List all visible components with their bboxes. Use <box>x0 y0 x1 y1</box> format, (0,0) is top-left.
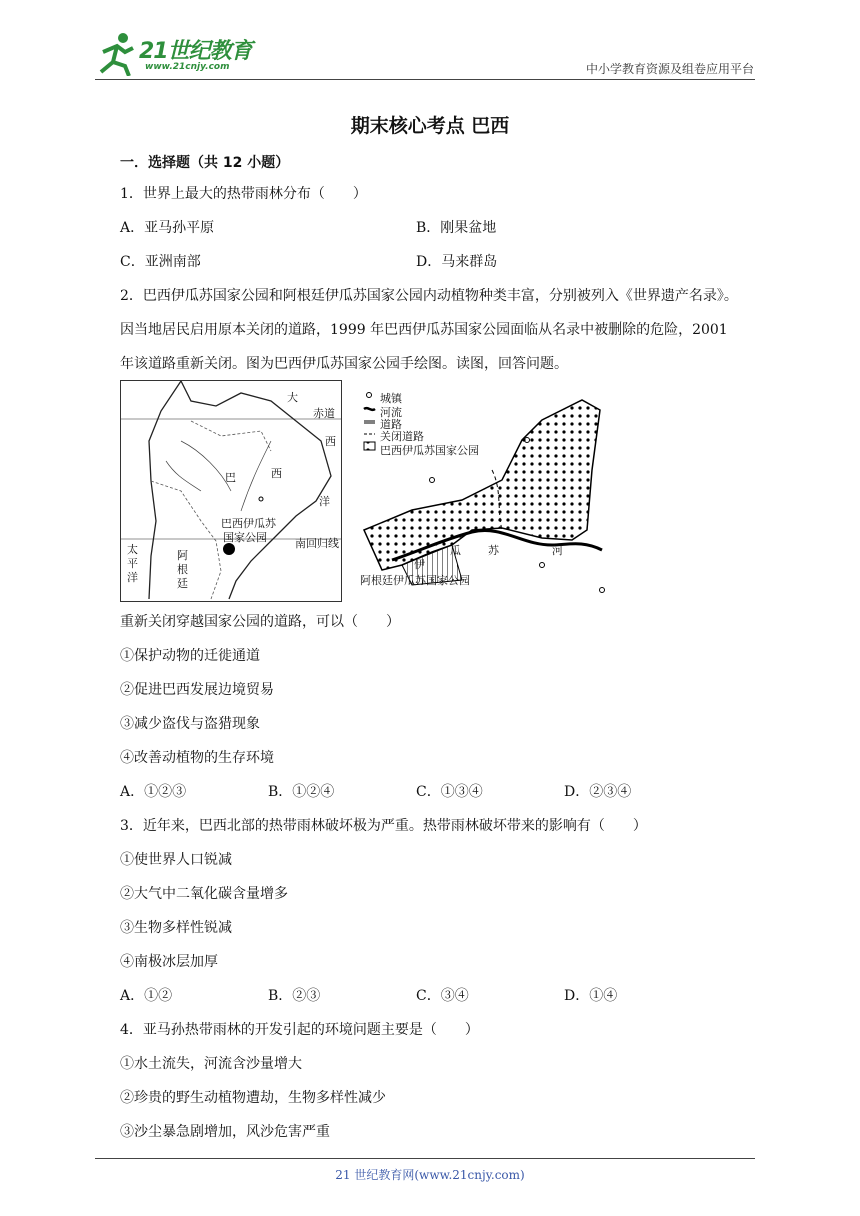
legend-park: 巴西伊瓜苏国家公园 <box>380 444 479 457</box>
q1-option-a[interactable]: A．亚马孙平原 <box>120 220 215 236</box>
south-america-outline <box>121 381 341 601</box>
q3-item-2: ②大气中二氧化碳含量增多 <box>120 886 288 902</box>
legend-closed-road: 关闭道路 <box>380 430 424 443</box>
q3-item-1: ①使世界人口锐减 <box>120 852 232 868</box>
runner-logo-icon <box>95 30 139 76</box>
legend-town: 城镇 <box>380 392 402 405</box>
logo-url-text: www.21cnjy.com <box>145 62 230 72</box>
q2-option-b[interactable]: B．①②④ <box>268 784 335 800</box>
map-label: 廷 <box>177 577 188 590</box>
question-2-stem-line-1: 2．巴西伊瓜苏国家公园和阿根廷伊瓜苏国家公园内动植物种类丰富，分别被列入《世界遗产名录》。 <box>120 288 738 304</box>
q3-item-3: ③生物多样性锐减 <box>120 920 232 936</box>
map-label-park: 国家公园 <box>223 531 267 544</box>
logo-brand-text: 21世纪教育 <box>139 39 252 64</box>
q4-item-2: ②珍贵的野生动植物遭劫，生物多样性减少 <box>120 1090 386 1106</box>
map-label-tropic: 南回归线 <box>295 537 339 550</box>
map-label: 西 <box>271 467 282 480</box>
map-label-equator: 赤道 <box>313 407 335 420</box>
map-label: 大 <box>287 391 298 404</box>
header-platform-text: 中小学教育资源及组卷应用平台 <box>585 62 754 76</box>
q2-item-1: ①保护动物的迁徙通道 <box>120 648 260 664</box>
map-label: 太 <box>127 543 138 556</box>
map-label: 巴 <box>225 471 236 484</box>
map-label: 洋 <box>319 495 330 508</box>
q2-option-a[interactable]: A．①②③ <box>120 784 187 800</box>
map-label: 瓜 <box>450 544 461 557</box>
map-label: 苏 <box>488 544 499 557</box>
header-divider <box>95 79 755 80</box>
question-2-sub-stem: 重新关闭穿越国家公园的道路，可以（ ） <box>120 614 400 630</box>
question-4-stem: 4．亚马孙热带雨林的开发引起的环境问题主要是（ ） <box>120 1022 479 1038</box>
iguazu-park-sketch-map <box>352 380 610 600</box>
q1-option-c[interactable]: C．亚洲南部 <box>120 254 201 270</box>
footer-divider <box>95 1158 755 1159</box>
question-3-stem: 3．近年来，巴西北部的热带雨林破坏极为严重。热带雨林破坏带来的影响有（ ） <box>120 818 647 834</box>
page-title: 期末核心考点 巴西 <box>350 115 510 137</box>
q2-item-4: ④改善动植物的生存环境 <box>120 750 274 766</box>
q3-option-c[interactable]: C．③④ <box>416 988 469 1004</box>
map-label: 根 <box>177 563 188 576</box>
q3-item-4: ④南极冰层加厚 <box>120 954 218 970</box>
q2-item-2: ②促进巴西发展边境贸易 <box>120 682 274 698</box>
footer-text[interactable]: 21 世纪教育网(www.21cnjy.com) <box>335 1168 525 1182</box>
map-label-argentina-park: 阿根廷伊瓜苏国家公园 <box>360 574 470 587</box>
site-logo <box>95 30 265 78</box>
question-2-stem-line-3: 年该道路重新关闭。图为巴西伊瓜苏国家公园手绘图。读图，回答问题。 <box>120 356 568 372</box>
south-america-map <box>120 380 342 602</box>
legend-road: 道路 <box>380 418 402 431</box>
q2-option-d[interactable]: D．②③④ <box>564 784 632 800</box>
q4-item-3: ③沙尘暴急剧增加，风沙危害严重 <box>120 1124 330 1140</box>
map-label-park: 巴西伊瓜苏 <box>221 517 276 530</box>
map-label: 河 <box>552 544 563 557</box>
legend-river: 河流 <box>380 406 402 419</box>
map-label: 阿 <box>177 549 188 562</box>
section-heading: 一．选择题（共 12 小题） <box>120 155 290 171</box>
q3-option-a[interactable]: A．①② <box>120 988 173 1004</box>
q1-option-d[interactable]: D．马来群岛 <box>416 254 498 270</box>
question-1-stem: 1．世界上最大的热带雨林分布（ ） <box>120 186 367 202</box>
q3-option-d[interactable]: D．①④ <box>564 988 618 1004</box>
q2-item-3: ③减少盗伐与盗猎现象 <box>120 716 260 732</box>
q1-option-b[interactable]: B．刚果盆地 <box>416 220 497 236</box>
question-2-stem-line-2: 因当地居民启用原本关闭的道路，1999 年巴西伊瓜苏国家公园面临从名录中被删除的危险，2001 <box>120 322 728 338</box>
map-label: 伊 <box>414 558 425 571</box>
map-label: 平 <box>127 557 138 570</box>
q2-option-c[interactable]: C．①③④ <box>416 784 483 800</box>
q3-option-b[interactable]: B．②③ <box>268 988 321 1004</box>
map-label: 洋 <box>127 571 138 584</box>
q4-item-1: ①水土流失，河流含沙量增大 <box>120 1056 302 1072</box>
map-label: 西 <box>325 435 336 448</box>
